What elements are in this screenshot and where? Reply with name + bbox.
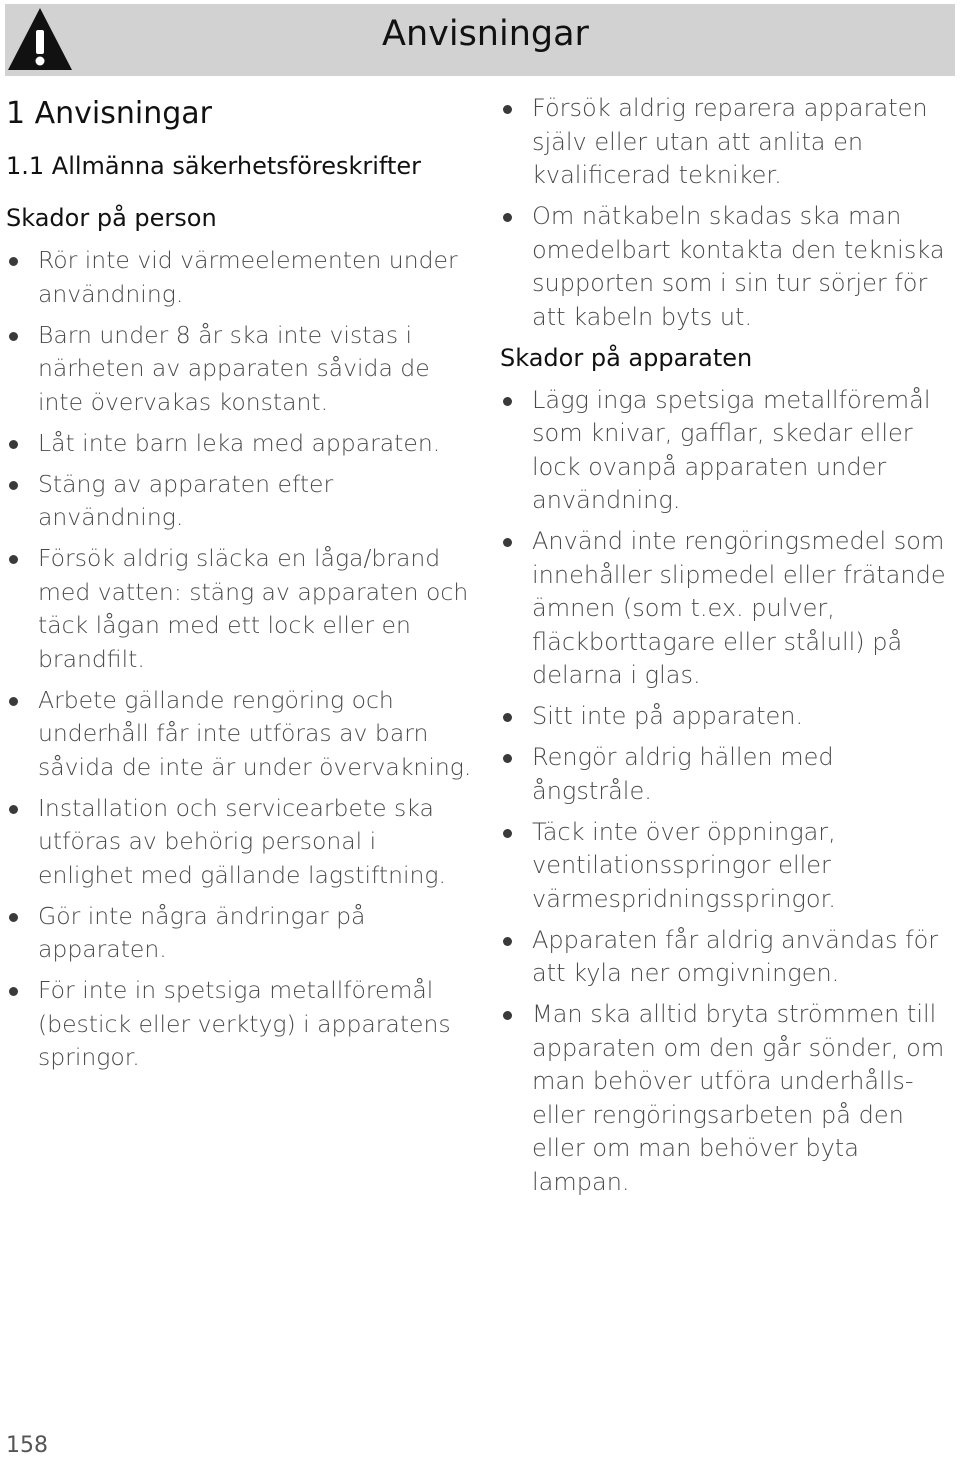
list-item <box>6 900 476 967</box>
list-item <box>6 684 476 785</box>
list-item <box>500 924 952 991</box>
list-item <box>500 741 952 808</box>
list-item <box>500 200 952 334</box>
bullet-icon <box>9 555 18 564</box>
list-item-text: Installation och servicearbete ska utföras av behörig personal i enlighet med gällande lagstiftning. <box>38 793 446 889</box>
bullet-icon <box>9 332 18 341</box>
bullet-icon <box>9 481 18 490</box>
list-item <box>500 700 952 734</box>
repair-safety-list <box>500 92 952 334</box>
list-item <box>500 816 952 917</box>
bullet-icon <box>503 937 512 946</box>
bullet-icon <box>503 105 512 114</box>
bullet-icon <box>503 397 512 406</box>
subsection-title-person: Skador på person <box>6 204 217 232</box>
section-title: 1.1 Allmänna säkerhetsföreskrifter <box>6 152 421 180</box>
person-safety-list <box>6 244 476 1075</box>
list-item <box>6 542 476 676</box>
list-item <box>6 468 476 535</box>
list-item <box>6 792 476 893</box>
list-item <box>500 998 952 1199</box>
list-item-text: Lägg inga spetsiga metallföremål som knivar, gafflar, skedar eller lock ovanpå apparaten under användning. <box>532 385 931 514</box>
bullet-icon <box>503 213 512 222</box>
list-item <box>6 244 476 311</box>
list-item-text: Sitt inte på apparaten. <box>532 702 804 730</box>
list-item-text: Man ska alltid bryta strömmen till apparaten om den går sönder, om man behöver utföra underhålls- eller rengöringsarbeten på den eller om man behöver byta lampan. <box>532 1000 945 1196</box>
list-item-text: Låt inte barn leka med apparaten. <box>38 428 441 457</box>
list-item-text: Rengör aldrig hällen med ångstråle. <box>532 743 834 805</box>
bullet-icon <box>9 697 18 706</box>
bullet-icon <box>503 1011 512 1020</box>
list-item <box>6 427 476 461</box>
list-item-text: Rör inte vid värmeelementen under användning. <box>38 246 458 308</box>
bullet-icon <box>503 538 512 547</box>
list-item-text: Försök aldrig släcka en låga/brand med vatten: stäng av apparaten och täck lågan med ett lock eller en brandfilt. <box>38 544 469 673</box>
list-item <box>500 525 952 693</box>
list-item <box>500 384 952 518</box>
chapter-title: 1 Anvisningar <box>6 96 213 131</box>
list-item <box>6 319 476 420</box>
appliance-safety-list <box>500 384 952 1200</box>
list-item-text: Arbete gällande rengöring och underhåll får inte utföras av barn såvida de inte är under övervakning. <box>38 685 472 781</box>
bullet-icon <box>9 440 18 449</box>
bullet-icon <box>503 829 512 838</box>
bullet-icon <box>9 987 18 996</box>
header-title: Anvisningar <box>382 14 589 54</box>
list-item <box>500 92 952 193</box>
bullet-icon <box>9 805 18 814</box>
left-column <box>6 92 476 1082</box>
list-item-text: Barn under 8 år ska inte vistas i närheten av apparaten såvida de inte övervakas konstant. <box>38 320 430 416</box>
list-item-text: Försök aldrig reparera apparaten själv eller utan att anlita en kvalificerad tekniker. <box>532 94 928 189</box>
warning-triangle-icon <box>6 6 74 74</box>
list-item-text: Använd inte rengöringsmedel som innehåller slipmedel eller frätande ämnen (som t.ex. pulver, fläckborttagare eller stålull) på delarna i glas. <box>532 527 946 689</box>
page-number: 158 <box>6 1433 48 1458</box>
list-item-text: Gör inte några ändringar på apparaten. <box>38 901 366 963</box>
list-item-text: Apparaten får aldrig användas för att kyla ner omgivningen. <box>532 925 939 987</box>
bullet-icon <box>503 754 512 763</box>
list-item-text: Om nätkabeln skadas ska man omedelbart kontakta den tekniska supporten som i sin tur sörjer för att kabeln byts ut. <box>532 202 945 331</box>
subsection-title-appliance: Skador på apparaten <box>500 343 753 372</box>
list-item-text: Täck inte över öppningar, ventilationsspringor eller värmespridningsspringor. <box>532 817 836 913</box>
bullet-icon <box>9 257 18 266</box>
bullet-icon <box>503 713 512 722</box>
right-column <box>500 92 952 1207</box>
list-item-text: Stäng av apparaten efter användning. <box>38 469 334 531</box>
list-item-text: För inte in spetsiga metallföremål (bestick eller verktyg) i apparatens springor. <box>38 976 451 1071</box>
list-item <box>6 974 476 1075</box>
bullet-icon <box>9 913 18 922</box>
